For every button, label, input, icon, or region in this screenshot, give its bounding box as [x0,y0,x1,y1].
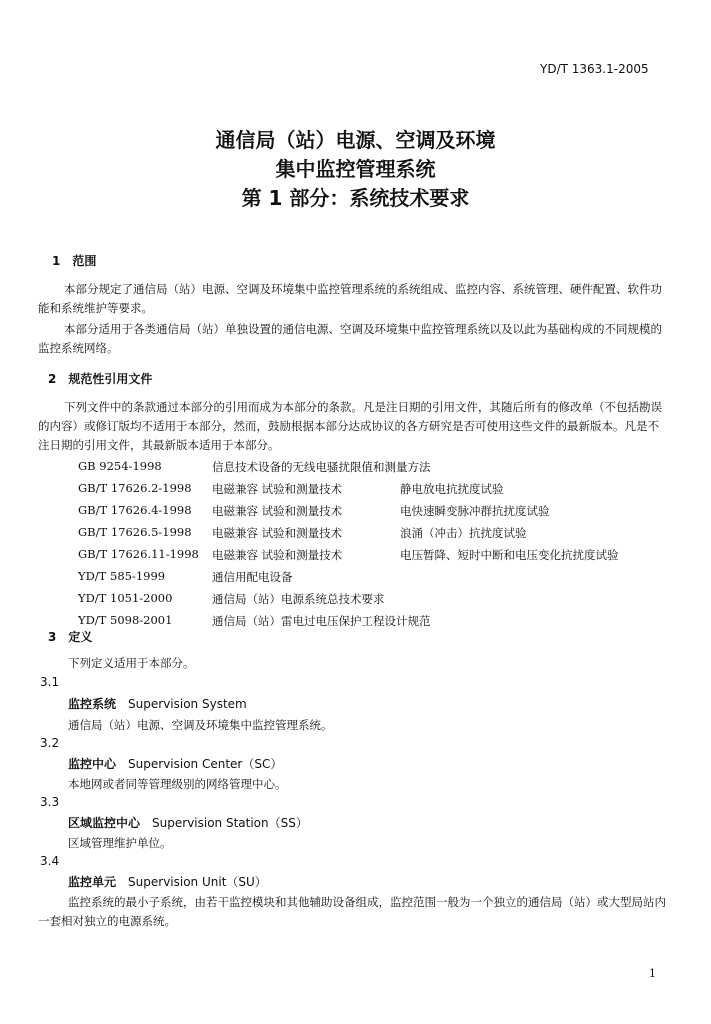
standard-code: YD/T 1363.1-2005 [540,62,649,76]
ref-part: 静电放电抗扰度试验 [400,482,504,496]
term-heading [68,814,308,831]
term-en: Supervision Unit（SU） [128,875,267,889]
ref-code: GB/T 17626.11-1998 [78,547,199,561]
ref-title: 通信局（站）电源系统总技术要求 [212,592,385,606]
ref-code: GB/T 17626.4-1998 [78,503,192,517]
ref-title: 信息技术设备的无线电骚扰限值和测量方法 [212,460,431,474]
term-number: 3.3 [40,795,60,809]
section-2-heading: 2 规范性引用文件 [48,372,153,386]
ref-code: GB 9254-1998 [78,459,162,473]
ref-part: 电快速瞬变脉冲群抗扰度试验 [400,504,550,518]
section-1-heading: 1 范围 [52,254,97,268]
term-definition: 区域管理维护单位。 [68,836,172,850]
ref-code: GB/T 17626.5-1998 [78,525,192,539]
ref-title: 通信用配电设备 [212,570,293,584]
ref-code: YD/T 5098-2001 [78,613,173,627]
ref-title: 电磁兼容 试验和测量技术 [212,548,343,562]
title-line-3: 第 1 部分：系统技术要求 [241,186,470,210]
term-definition: 本地网或者同等管理级别的网络管理中心。 [68,777,287,791]
term-zh: 区域监控中心 [68,816,141,830]
term-en: Supervision Station（SS） [152,816,308,830]
ref-title: 通信局（站）雷电过电压保护工程设计规范 [212,614,431,628]
ref-code: YD/T 585-1999 [78,569,166,583]
ref-title: 电磁兼容 试验和测量技术 [212,526,343,540]
ref-title: 电磁兼容 试验和测量技术 [212,504,343,518]
term-zh: 监控中心 [68,757,117,771]
term-heading [68,695,247,712]
title-line-2: 集中监控管理系统 [275,157,436,181]
ref-code: YD/T 1051-2000 [78,591,173,605]
term-zh: 监控系统 [68,697,117,711]
term-heading [68,873,267,890]
term-en: Supervision Center（SC） [128,757,283,771]
ref-title: 电磁兼容 试验和测量技术 [212,482,343,496]
term-definition: 监控系统的最小子系统，由若干监控模块和其他辅助设备组成，监控范围一般为一个独立的通信局（站）或大型局站内一套相对独立的电源系统。 [38,895,666,928]
term-number: 3.1 [40,675,60,689]
title-line-1: 通信局（站）电源、空调及环境 [215,128,496,152]
ref-code: GB/T 17626.2-1998 [78,481,192,495]
ref-part: 浪涌（冲击）抗扰度试验 [400,526,527,540]
ref-part: 电压暂降、短时中断和电压变化抗扰度试验 [400,548,619,562]
term-number: 3.4 [40,854,60,868]
section-1-para-1: 本部分规定了通信局（站）电源、空调及环境集中监控管理系统的系统组成、监控内容、系统管理、硬件配置、软件功能和系统维护等要求。 [38,282,662,315]
term-heading [68,755,282,772]
term-definition: 通信局（站）电源、空调及环境集中监控管理系统。 [68,718,333,732]
page-number: 1 [649,967,656,980]
section-3-heading: 3 定义 [48,630,93,644]
term-zh: 监控单元 [68,875,117,889]
section-1-para-2: 本部分适用于各类通信局（站）单独设置的通信电源、空调及环境集中监控管理系统以及以此为基础构成的不同规模的监控系统网络。 [38,322,662,355]
term-en: Supervision System [128,697,247,711]
term-number: 3.2 [40,736,60,750]
section-3-intro: 下列定义适用于本部分。 [68,656,195,670]
section-2-para: 下列文件中的条款通过本部分的引用而成为本部分的条款。凡是注日期的引用文件，其随后所有的修改单（不包括勘误的内容）或修订版均不适用于本部分，然而，鼓励根据本部分达成协议的各方研究是否可使用这些文件的最新版本。凡是不注日期的引用文件，其最新版本适用于本部分。 [38,400,662,452]
